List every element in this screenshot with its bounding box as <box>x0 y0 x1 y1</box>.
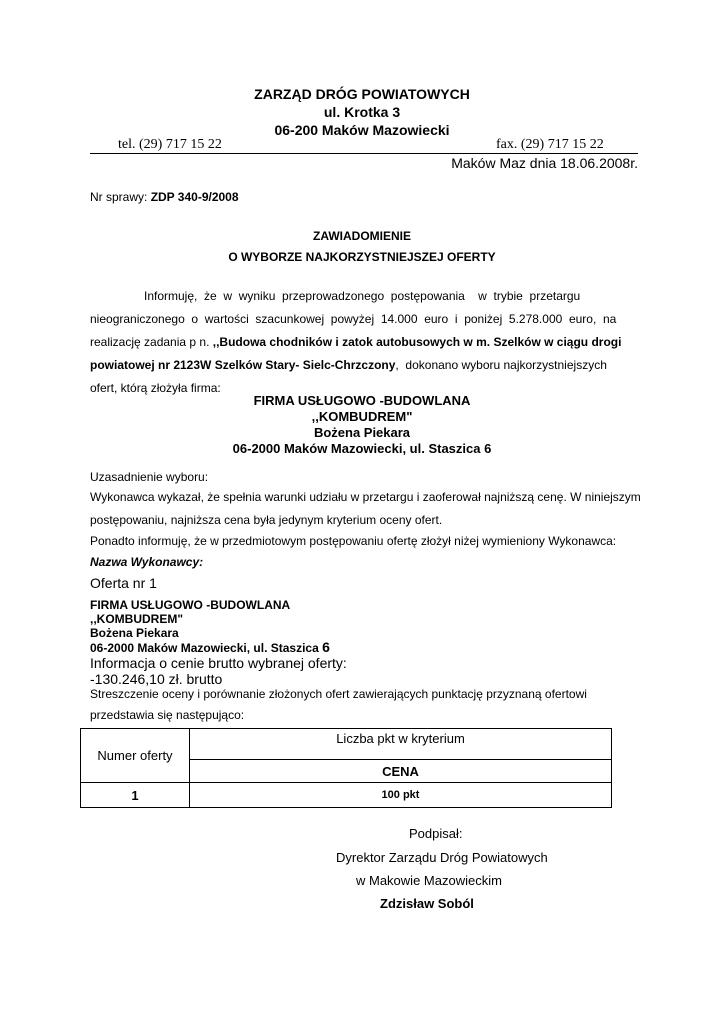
justification-heading: Uzasadnienie wyboru: <box>90 470 209 484</box>
case-number-value: ZDP 340-9/2008 <box>150 190 239 204</box>
signature-name: Zdzisław Soból <box>380 896 474 911</box>
notice-subtitle: O WYBORZE NAJKORZYSTNIEJSZEJ OFERTY <box>228 250 496 264</box>
summary-line-1: Streszczenie oceny i porównanie złożonych ofert zawierających punktację przyznaną ofertowi <box>90 687 587 701</box>
table-row <box>81 783 612 808</box>
intro-line-1: Informuję, że w wyniku przeprowadzonego postępowania w trybie przetargu <box>144 289 581 303</box>
row-offer-number: 1 <box>81 783 190 808</box>
offer-price: -130.246,10 zł. brutto <box>90 671 223 687</box>
header-criteria: Liczba pkt w kryterium <box>190 729 612 760</box>
offer-contractor <box>90 598 330 655</box>
case-number-label: Nr sprawy: <box>90 190 151 204</box>
offer-owner: Bożena Piekara <box>90 626 179 640</box>
winner-name-2: ,,KOMBUDREM" <box>311 409 413 424</box>
offer-address-text: 06-2000 Maków Mazowiecki, ul. Staszica <box>90 641 323 655</box>
row-points: 100 pkt <box>190 783 612 808</box>
intro-paragraph <box>90 289 638 404</box>
winner-address: 06-2000 Maków Mazowiecki, ul. Staszica 6 <box>232 441 492 456</box>
offer-name-1: FIRMA USŁUGOWO -BUDOWLANA <box>90 598 291 612</box>
justification-line-1: Wykonawca wykazał, że spełnia warunki udziału w przetargu i zaoferował najniższą cenę. W niniejszym <box>90 490 641 504</box>
winner-name-1: FIRMA USŁUGOWO -BUDOWLANA <box>253 393 471 408</box>
header-criteria-name: CENA <box>190 760 612 783</box>
intro-line-5: ofert, którą złożyła firma: <box>90 381 221 395</box>
place-date: Maków Maz dnia 18.06.2008r. <box>451 155 638 171</box>
intro-line-4-bold: powiatowej nr 2123W Szelków Stary- Sielc-Chrzczony <box>90 358 396 372</box>
offer-address <box>90 640 330 655</box>
winner-block <box>0 393 724 457</box>
signature-label: Podpisał: <box>409 826 463 841</box>
justification-line-3: Ponadto informuję, że w przedmiotowym postępowaniu ofertę złożył niżej wymieniony Wykonawca: <box>90 534 617 548</box>
intro-line-3 <box>90 335 638 358</box>
summary-line-2: przedstawia się następująco: <box>90 708 245 722</box>
org-phone: tel. (29) 717 15 22 <box>118 137 222 152</box>
org-postal-city: 06-200 Maków Mazowiecki <box>274 122 450 138</box>
org-street: ul. Krotka 3 <box>323 104 401 120</box>
signature-role-1: Dyrektor Zarządu Dróg Powiatowych <box>336 850 548 865</box>
price-info: Informacja o cenie brutto wybranej oferty: <box>90 655 347 671</box>
signature-role-2: w Makowie Mazowieckim <box>356 873 502 888</box>
intro-line-4-plain: , dokonano wyboru najkorzystniejszych <box>395 358 607 372</box>
org-fax: fax. (29) 717 15 22 <box>496 137 604 152</box>
org-name: ZARZĄD DRÓG POWIATOWYCH <box>254 86 470 102</box>
header-divider <box>90 153 638 154</box>
winner-owner: Bożena Piekara <box>313 425 411 440</box>
results-table <box>80 728 612 808</box>
offer-label: Oferta nr 1 <box>90 575 157 591</box>
intro-line-3-plain: realizację zadania p n. <box>90 335 213 349</box>
contractors-label: Nazwa Wykonawcy: <box>90 555 204 569</box>
notice-title: ZAWIADOMIENIE <box>313 229 411 243</box>
intro-line-2: nieograniczonego o wartości szacunkowej powyżej 14.000 euro i poniżej 5.278.000 euro, na <box>90 312 617 326</box>
case-number <box>90 190 239 205</box>
justification-line-2: postępowaniu, najniższa cena była jedynym kryterium oceny ofert. <box>90 513 443 527</box>
offer-address-number: 6 <box>322 639 330 655</box>
header-offer-number: Numer oferty <box>81 729 190 783</box>
table-header-row <box>81 729 612 760</box>
intro-line-4 <box>90 358 638 381</box>
intro-line-3-bold: ,,Budowa chodników i zatok autobusowych w m. Szelków w ciągu drogi <box>212 335 622 349</box>
offer-name-2: ,,KOMBUDREM" <box>90 612 184 626</box>
